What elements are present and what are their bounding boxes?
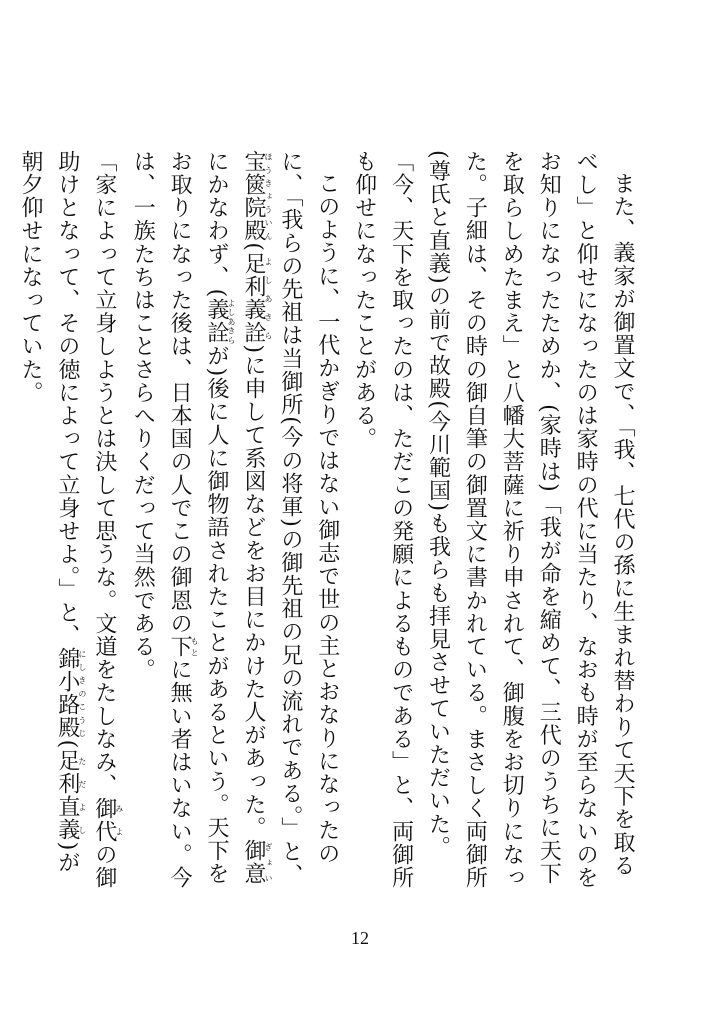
- vertical-text-block: [18, 150, 640, 890]
- text-segment: )が朝夕仰せになっていた。: [18, 150, 80, 875]
- text-segment: の御助けとなって、その徳によって立身せよ。」と、: [54, 150, 117, 890]
- ruby-reading: ぎょい: [263, 839, 273, 886]
- ruby-reading: よしあきら: [263, 252, 273, 345]
- ruby-annotation: 御代みよ: [91, 796, 124, 844]
- ruby-reading: ほうきょういん: [263, 150, 273, 243]
- text-segment: (: [240, 242, 266, 253]
- text-segment: が)後に人に御物語されたことがあるという。天下をお取りになった後は、日本国の人でこの御恩の: [167, 150, 230, 886]
- ruby-annotation: 足利義詮よしあきら: [240, 252, 273, 345]
- ruby-annotation: 義詮よしあきら: [204, 298, 237, 345]
- ruby-reading: もと: [190, 635, 200, 659]
- text-segment: )に申して系図などをお目にかけた人があった。: [240, 344, 266, 840]
- text-segment: (: [54, 739, 80, 750]
- ruby-reading: にしきのこうじ: [77, 647, 87, 740]
- text-segment: 「家によって立身しようとは決して思うな。文道をたしなみ、: [91, 150, 117, 797]
- ruby-reading: ただよし: [77, 749, 87, 842]
- ruby-annotation: 下もと: [167, 635, 200, 659]
- ruby-reading: みよ: [114, 796, 124, 844]
- ruby-annotation: 宝篋院殿ほうきょういん: [240, 150, 273, 243]
- text-segment: にかなわず、(: [204, 150, 230, 299]
- text-segment: に無い者はいない。今は、一族たちはことさらへりくだって当然である。: [130, 150, 193, 890]
- paragraph-2: [123, 150, 344, 890]
- ruby-annotation: 錦小路殿にしきのこうじ: [54, 647, 87, 740]
- paragraph-1: [345, 150, 640, 890]
- text-segment: このように、一代かぎりではない御志で世の主とおなりになったのに、「我らの先祖は当御所(今の将軍)の御先祖の兄の流れである。」と、: [277, 150, 340, 887]
- ruby-annotation: 御意ぎょい: [240, 839, 273, 886]
- ruby-annotation: 足利直義ただよし: [54, 749, 87, 842]
- text-segment: また、義家が御置文で、「我、七代の孫に生まれ替わりて天下を取るべし」と仰せになったのは家時の代に当たり、なおも時が至らないのをお知りになったためか、(家時は)「我が命を縮めて、三代のうちに天下を取らしめたまえ」と八幡大菩薩に祈り申されて、御腹をお切りになった。子細は、その時の御自筆の御置文に書かれている。まさしく両御所(尊氏と直義)の前で故殿(今川範国)も我らも拝見させていただいた。「今、天下を取ったのは、ただこの発願によるものである」と、両御所も仰せになったことがある。: [351, 150, 635, 890]
- page-number: 12: [351, 928, 369, 948]
- paragraph-3: [11, 150, 123, 890]
- ruby-reading: よしあきら: [227, 298, 237, 345]
